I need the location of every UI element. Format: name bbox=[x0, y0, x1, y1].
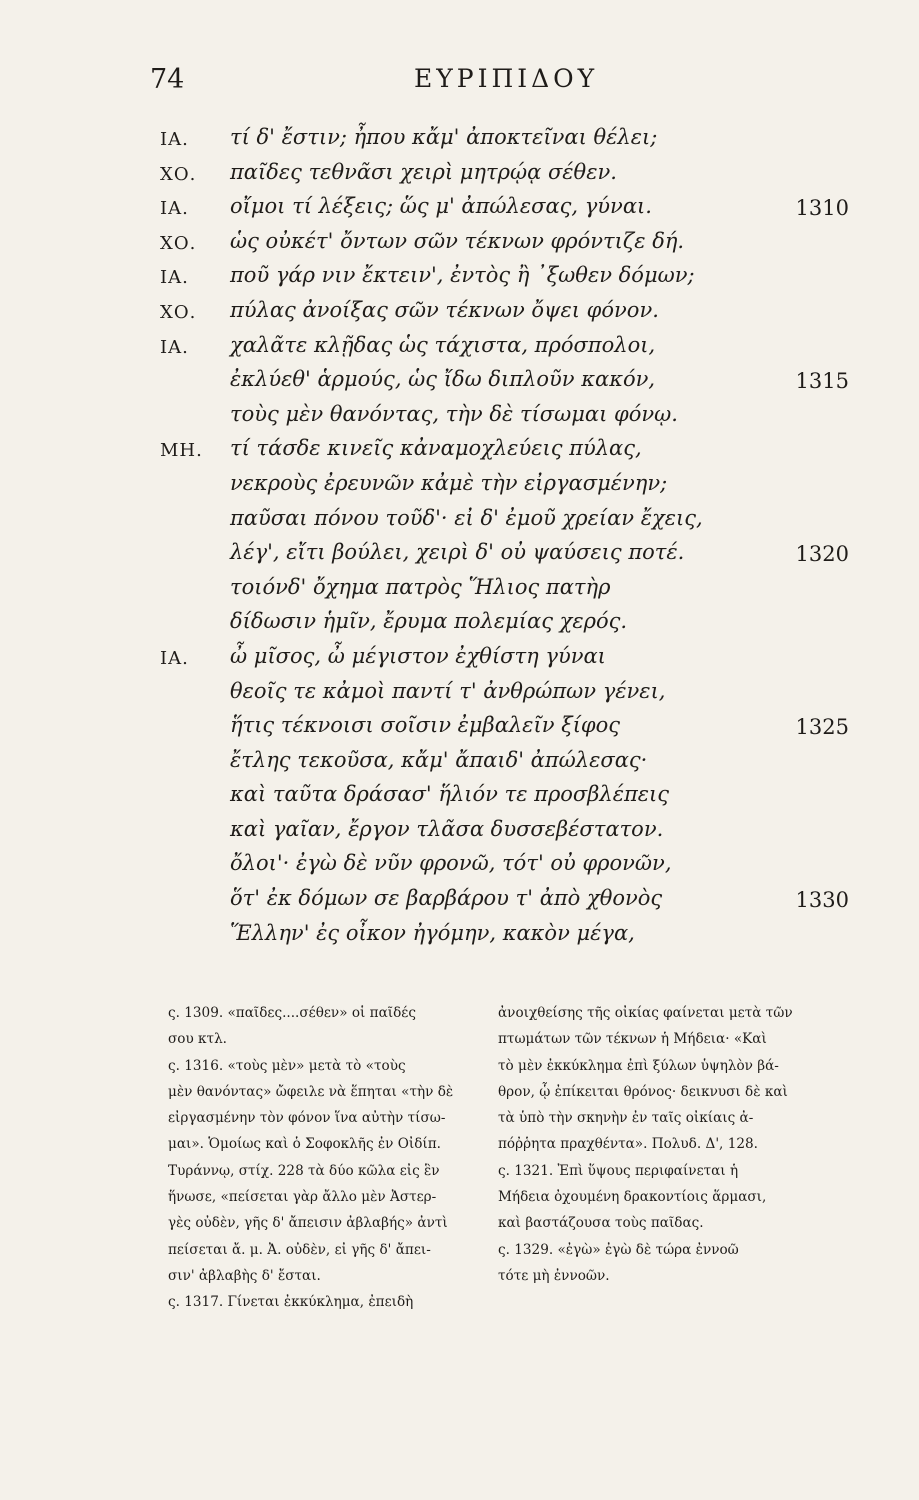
verse-line bbox=[0, 263, 919, 298]
verse-line bbox=[0, 609, 919, 644]
verse-text: πύλας ἀνοίξας σῶν τέκνων ὄψει φόνον. bbox=[230, 297, 659, 322]
footnote-line: εἰργασμένην τὸν φόνον ἵνα αὐτὴν τίσω- bbox=[168, 1110, 446, 1127]
verse-line bbox=[0, 402, 919, 437]
verse-text: παῖδες τεθνᾶσι χειρὶ μητρῴᾳ σέθεν. bbox=[230, 159, 617, 184]
verse-text: ὡς οὐκέτ' ὄντων σῶν τέκνων φρόντιζε δή. bbox=[230, 228, 685, 253]
verse-line bbox=[0, 194, 919, 229]
verse-text: ὄλοι'· ἐγὼ δὲ νῦν φρονῶ, τότ' οὐ φρονῶν, bbox=[230, 851, 672, 876]
verse-block bbox=[0, 125, 919, 955]
speaker-label: ΙΑ. bbox=[160, 198, 189, 220]
footnote-line: ς. 1309. «παῖδες....σέθεν» οἱ παῖδές bbox=[168, 1005, 416, 1021]
footnote-line: ς. 1321. Ἐπὶ ὕψους περιφαίνεται ἡ bbox=[498, 1162, 739, 1179]
verse-text: οἴμοι τί λέξεις; ὥς μ' ἀπώλεσας, γύναι. bbox=[230, 194, 652, 219]
footnote-line: πείσεται ἄ. μ. Ἀ. οὐδὲν, εἰ γῆς δ' ἄπει- bbox=[168, 1241, 431, 1258]
line-number: 1325 bbox=[795, 715, 849, 740]
footnote-line: ς. 1316. «τοὺς μὲν» μετὰ τὸ «τοὺς bbox=[168, 1057, 406, 1074]
footnote-line: μαι». Ὁμοίως καὶ ὁ Σοφοκλῆς ἐν Οἰδίπ. bbox=[168, 1136, 441, 1153]
verse-line bbox=[0, 506, 919, 541]
verse-text: νεκροὺς ἐρευνῶν κἀμὲ τὴν εἰργασμένην; bbox=[230, 470, 668, 495]
speaker-label: ΙΑ. bbox=[160, 129, 189, 150]
footnote-line: Μήδεια ὀχουμένη δρακοντίοις ἅρμασι, bbox=[498, 1189, 767, 1206]
verse-line bbox=[0, 817, 919, 852]
verse-text: ἔτλης τεκοῦσα, κἄμ' ἄπαιδ' ἀπώλεσας· bbox=[230, 747, 648, 772]
verse-line bbox=[0, 160, 919, 195]
line-number: 1310 bbox=[795, 196, 849, 221]
verse-line bbox=[0, 575, 919, 610]
footnote-line: γὲς οὐδὲν, γῆς δ' ἄπεισιν ἀβλαβής» ἀντὶ bbox=[168, 1215, 448, 1232]
verse-text: τί τάσδε κινεῖς κἀναμοχλεύεις πύλας, bbox=[230, 436, 642, 461]
verse-text: παῦσαι πόνου τοῦδ'· εἰ δ' ἐμοῦ χρείαν ἔχεις, bbox=[230, 505, 703, 530]
verse-line bbox=[0, 886, 919, 921]
footnote-line: ἀνοιχθείσης τῆς οἰκίας φαίνεται μετὰ τῶν bbox=[498, 1005, 793, 1021]
speaker-label: ΧΟ. bbox=[160, 163, 197, 185]
footnotes-left-column bbox=[168, 1000, 488, 1316]
verse-text: χαλᾶτε κλῇδας ὡς τάχιστα, πρόσπολοι, bbox=[230, 332, 656, 357]
verse-line bbox=[0, 298, 919, 333]
speaker-label: ΧΟ. bbox=[160, 301, 197, 323]
line-number: 1315 bbox=[795, 369, 849, 394]
speaker-label: ΙΑ. bbox=[160, 267, 189, 289]
line-number: 1320 bbox=[795, 542, 849, 567]
verse-line bbox=[0, 125, 919, 160]
footnote-line: τὸ μὲν ἐκκύκλημα ἐπὶ ξύλων ὑψηλὸν βά- bbox=[498, 1057, 779, 1074]
footnote-line: πτωμάτων τῶν τέκνων ἡ Μήδεια· «Καὶ bbox=[498, 1031, 767, 1048]
verse-text: τοιόνδ' ὄχημα πατρὸς Ἥλιος πατὴρ bbox=[230, 574, 611, 599]
footnote-line: ς. 1329. «ἐγὼ» ἐγὼ δὲ τώρα ἐννοῶ bbox=[498, 1241, 739, 1258]
verse-line bbox=[0, 436, 919, 471]
verse-text: τί δ' ἔστιν; ἦπου κἄμ' ἀποκτεῖναι θέλει; bbox=[230, 125, 658, 149]
footnote-line: τὰ ὑπὸ τὴν σκηνὴν ἐν ταῖς οἰκίαις ἀ- bbox=[498, 1110, 754, 1127]
verse-text: ὅτ' ἐκ δόμων σε βαρβάρου τ' ἀπὸ χθονὸς bbox=[230, 886, 663, 911]
footnote-line: Τυράννῳ, στίχ. 228 τὰ δύο κῶλα εἰς ἓν bbox=[168, 1162, 440, 1179]
verse-line bbox=[0, 679, 919, 714]
speaker-label: ΙΑ. bbox=[160, 336, 189, 358]
running-title: ΕΥΡΙΠΙΔΟΥ bbox=[414, 64, 599, 93]
speaker-label: ΧΟ. bbox=[160, 232, 197, 254]
verse-line bbox=[0, 713, 919, 748]
page-number: 74 bbox=[150, 64, 185, 95]
verse-line bbox=[0, 782, 919, 817]
verse-line bbox=[0, 644, 919, 679]
footnote-line: καὶ βαστάζουσα τοὺς παῖδας. bbox=[498, 1215, 704, 1232]
footnote-line: τότε μὴ ἐννοῶν. bbox=[498, 1267, 610, 1284]
verse-line bbox=[0, 367, 919, 402]
page-header bbox=[150, 64, 850, 104]
verse-line bbox=[0, 229, 919, 264]
footnote-line: μὲν θανόντας» ὤφειλε νὰ ἕπηται «τὴν δὲ bbox=[168, 1083, 454, 1100]
footnote-line: θρον, ᾧ ἐπίκειται θρόνος· δεικνυσι δὲ καὶ bbox=[498, 1083, 788, 1100]
verse-text: ποῦ γάρ νιν ἔκτειν', ἐντὸς ἢ ᾽ξωθεν δόμων; bbox=[230, 263, 695, 288]
footnote-line: ἥνωσε, «πείσεται γὰρ ἄλλο μὲν Ἀστερ- bbox=[168, 1189, 437, 1206]
verse-line bbox=[0, 471, 919, 506]
footnote-line: σιν' ἀβλαβὴς δ' ἔσται. bbox=[168, 1267, 321, 1284]
footnote-line: ς. 1317. Γίνεται ἐκκύκλημα, ἐπειδὴ bbox=[168, 1294, 414, 1311]
verse-line bbox=[0, 333, 919, 368]
verse-text: ἥτις τέκνοισι σοῖσιν ἐμβαλεῖν ξίφος bbox=[230, 713, 621, 738]
verse-text: καὶ γαῖαν, ἔργον τλᾶσα δυσσεβέστατον. bbox=[230, 816, 664, 841]
verse-text: καὶ ταῦτα δράσασ' ἥλιόν τε προσβλέπεις bbox=[230, 782, 670, 807]
verse-text: δίδωσιν ἡμῖν, ἔρυμα πολεμίας χερός. bbox=[230, 609, 628, 634]
speaker-label: ΙΑ. bbox=[160, 647, 189, 669]
verse-line bbox=[0, 540, 919, 575]
verse-line bbox=[0, 851, 919, 886]
footnotes-right-column bbox=[498, 1000, 818, 1289]
verse-text: θεοῖς τε κἀμοὶ παντί τ' ἀνθρώπων γένει, bbox=[230, 678, 666, 703]
footnote-line: πόῤῥητα πραχθέντα». Πολυδ. Δ', 128. bbox=[498, 1136, 758, 1153]
verse-text: λέγ', εἴτι βούλει, χειρὶ δ' οὐ ψαύσεις ποτέ. bbox=[230, 540, 685, 565]
verse-line bbox=[0, 748, 919, 783]
footnote-line: σου κτλ. bbox=[168, 1031, 228, 1048]
line-number: 1330 bbox=[795, 888, 849, 913]
verse-text: ὦ μῖσος, ὦ μέγιστον ἐχθίστη γύναι bbox=[230, 643, 606, 668]
verse-line bbox=[0, 921, 919, 956]
verse-text: τοὺς μὲν θανόντας, τὴν δὲ τίσωμαι φόνῳ. bbox=[230, 401, 678, 426]
verse-text: Ἕλλην' ἐς οἶκον ἠγόμην, κακὸν μέγα, bbox=[230, 920, 635, 945]
speaker-label: ΜΗ. bbox=[160, 440, 203, 462]
verse-text: ἐκλύεθ' ἁρμούς, ὡς ἴδω διπλοῦν κακόν, bbox=[230, 367, 656, 392]
